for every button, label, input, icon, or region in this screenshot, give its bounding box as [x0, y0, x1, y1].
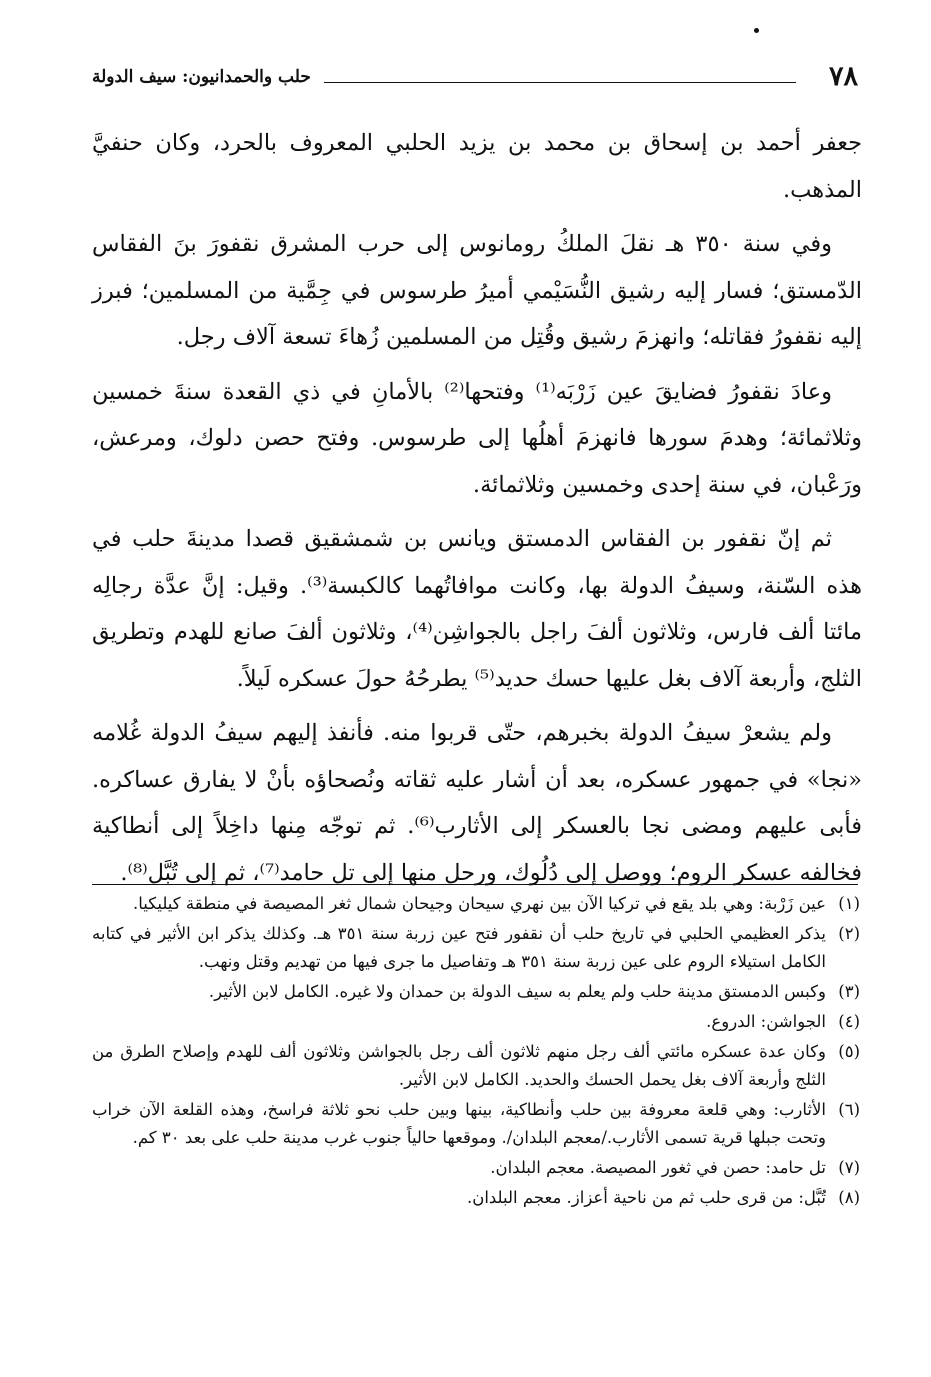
footnote-text: تل حامد: حصن في ثغور المصيصة. معجم البلدان. — [490, 1158, 826, 1177]
page-header — [92, 60, 858, 98]
footnote-rule — [92, 884, 858, 885]
footnote-text: يذكر العظيمي الحلبي في تاريخ حلب أن نقفور فتح عين زربة سنة ٣٥١ هـ. وكذلك يذكر ابن الأثير في كتابه الكامل استيلاء الروم على عين زربة سنة ٣٥١ هـ وتفاصيل ما جرى فيها من تهديم وقتل ونهب. — [92, 924, 826, 971]
footnote-number: (٦) — [838, 1100, 860, 1119]
footnote — [92, 920, 860, 976]
page-number: ٧٨ — [828, 61, 858, 92]
footnote-number: (٥) — [838, 1042, 860, 1061]
paragraph: ولم يشعرْ سيفُ الدولة بخبرهم، حتّى قربوا منه. فأنفذ إليهم سيفُ الدولة غُلامه «نجا» في جمهور عسكره، بعد أن أشار عليه ثقاته ونُصحاؤه بأنْ لا يفارق عساكره. فأبى عليهم ومضى نجا بالعسكر إلى الأثارب⁽⁶⁾. ثم توجّه مِنها داخِلاً إلى أنطاكية فخالفه عسكر الروم؛ ووصل إلى دُلُوك، ورحل منها إلى تل حامد⁽⁷⁾، ثم إلى تُبَّل⁽⁸⁾. — [92, 720, 863, 886]
footnote-number: (١) — [838, 894, 860, 913]
footnote — [92, 1096, 860, 1152]
footnote-number: (٢) — [838, 924, 860, 943]
footnote-text: تُبَّل: من قرى حلب ثم من ناحية أعزاز. معجم البلدان. — [466, 1188, 826, 1207]
footnote-text: الجواشن: الدروع. — [706, 1012, 826, 1031]
footnote — [92, 1008, 860, 1036]
ink-dot — [754, 28, 759, 33]
footnote-text: الأثارب: وهي قلعة معروفة بين حلب وأنطاكية، بينها وبين حلب نحو ثلاثة فراسخ، وهذه القلعة الآن خراب وتحت جبلها قرية تسمى الأثارب./معجم البلدان/. وموقعها حالياً جنوب غرب مدينة حلب على بعد ٣٠ كم. — [92, 1100, 826, 1147]
paragraph: ثم إنّ نقفور بن الفقاس الدمستق ويانس بن شمشقيق قصدا مدينةَ حلب في هذه السّنة، وسيفُ الدولة بها، وكانت موافاتُهما كالكبسة⁽³⁾. وقيل: إنَّ عدَّة رجالِه مائتا ألف فارس، وثلاثون ألفَ راجل بالجواشِن⁽⁴⁾، وثلاثون ألفَ صانع للهدم وتطريق الثلج، وأربعة آلاف بغل عليها حسك حديد⁽⁵⁾ يطرحُهُ حولَ عسكره لَيلاً. — [92, 526, 862, 692]
footnote — [92, 1154, 860, 1182]
paragraph: جعفر أحمد بن إسحاق بن محمد بن يزيد الحلبي المعروف بالحرد، وكان حنفيَّ المذهب. — [92, 130, 862, 203]
footnotes — [92, 890, 860, 1214]
footnote — [92, 978, 860, 1006]
footnote-text: عين زَرْبة: وهي بلد يقع في تركيا الآن بين نهري سيحان وجيحان شمال ثغر المصيصة في منطقة كيليكيا. — [133, 894, 826, 913]
footnote-number: (٣) — [838, 982, 860, 1001]
footnote-number: (٤) — [838, 1012, 860, 1031]
footnote-number: (٧) — [838, 1158, 860, 1177]
footnote-number: (٨) — [838, 1188, 860, 1207]
paragraph: وعادَ نقفورُ فضايقَ عين زَرْبَه⁽¹⁾ وفتحها⁽²⁾ بالأمانِ في ذي القعدة سنةَ خمسين وثلاثمائة؛ وهدمَ سورها فانهزمَ أهلُها إلى طرسوس. وفتح حصن دلوك، ومرعش، ورَعْبان، في سنة إحدى وخمسين وثلاثمائة. — [92, 378, 862, 498]
main-text — [92, 120, 862, 904]
footnote-text: وكان عدة عسكره مائتي ألف رجل منهم ثلاثون ألف رجل بالجواشن وثلاثون ألف للهدم وإصلاح الطرق من الثلج وأربعة آلاف بغل يحمل الحسك والحديد. الكامل لابن الأثير. — [92, 1042, 826, 1089]
footnote — [92, 890, 860, 918]
footnote — [92, 1184, 860, 1212]
paragraph: وفي سنة ٣٥٠ هـ نقلَ الملكُ رومانوس إلى حرب المشرق نقفورَ بنَ الفقاس الدّمستق؛ فسار إليه رشيق النُّسَيْمي أميرُ طرسوس في جِمَّية من المسلمين؛ فبرز إليه نقفورُ فقاتله؛ وانهزمَ رشيق وقُتِل من المسلمين زُهاءَ تسعة آلاف رجل. — [92, 231, 862, 350]
footnote — [92, 1038, 860, 1094]
footnote-text: وكبس الدمستق مدينة حلب ولم يعلم به سيف الدولة بن حمدان ولا غيره. الكامل لابن الأثير. — [208, 982, 826, 1001]
header-rule — [324, 82, 796, 83]
running-title: حلب والحمدانيون: سيف الدولة — [92, 67, 311, 87]
